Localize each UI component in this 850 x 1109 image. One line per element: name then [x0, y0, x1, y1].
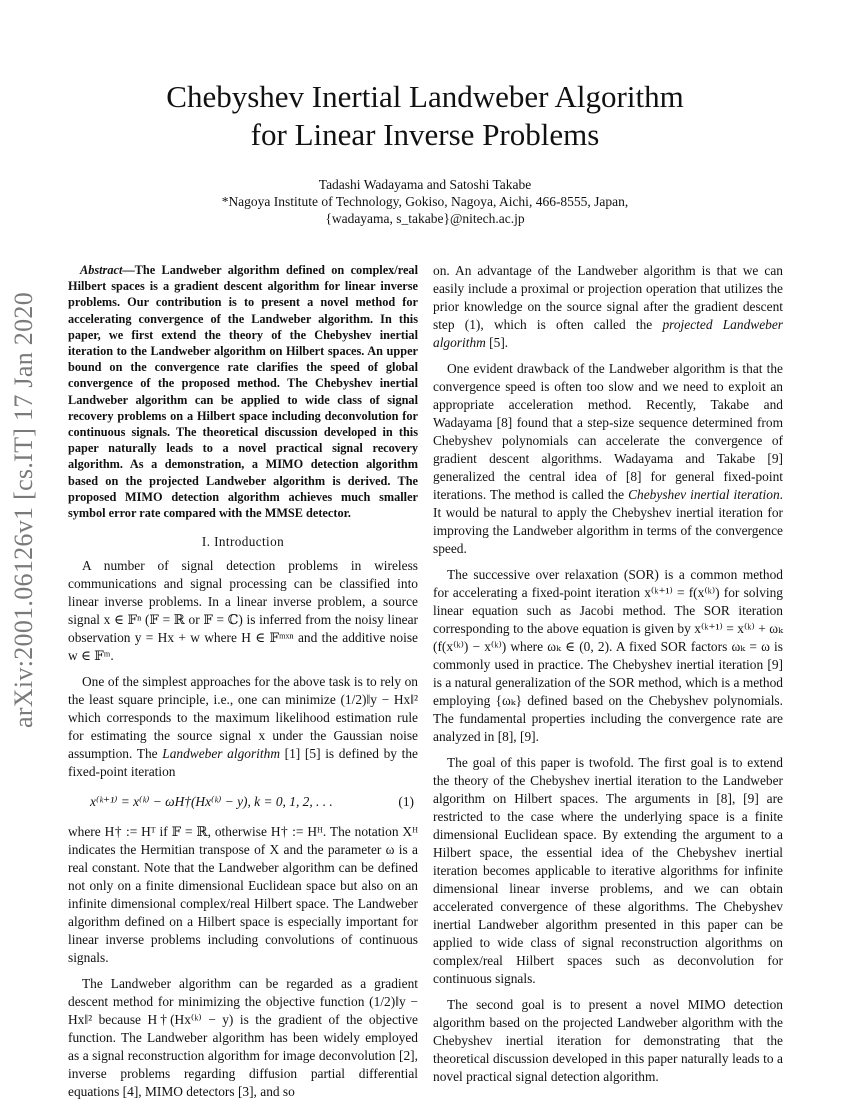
- right-paragraph-4: The goal of this paper is twofold. The first goal is to extend the theory of the Chebyshev inertial iteration to the Landweber algorithm on Hilbert spaces. The arguments in [8], [9] are restricted to the case where the underlying space is a finite dimensional Euclidean space. By extending the argument to a Hilbert space, the essential idea of the Chebyshev inertial iteration becomes applicable to iterative algorithms for infinite dimensional linear inverse problems, and we can obtain accelerated convergence of these algorithms. The Chebyshev inertial Landweber algorithm presented in this paper can be applied to wide class of signal reconstruction algorithms on complex/real Hilbert spaces such as deconvolution for continuous signals.: [433, 755, 783, 986]
- right-paragraph-5: The second goal is to present a novel MIMO detection algorithm based on the projected Landweber algorithm with the Chebyshev inertial iteration for demonstrating that the theoretical discussion developed in this paper naturally leads to a novel practical signal detection algorithm.: [433, 997, 783, 1084]
- section-heading-introduction: I. Introduction: [201, 534, 285, 550]
- right-column: [433, 262, 783, 1094]
- arxiv-sidebar: [4, 292, 44, 728]
- equation-expression: x⁽ᵏ⁺¹⁾ = x⁽ᵏ⁾ − ωH†(Hx⁽ᵏ⁾ − y), k = 0, 1, 2, . . .: [90, 794, 333, 810]
- chebyshev-inertial-term: Chebyshev inertial iteration: [628, 487, 780, 502]
- affiliation-institution: *Nagoya Institute of Technology, Gokiso, Nagoya, Aichi, 466-8555, Japan,: [221, 194, 629, 209]
- equation-1: [68, 789, 418, 815]
- affiliation: [80, 193, 770, 227]
- intro-paragraph-2: One of the simplest approaches for the above task is to rely on the least square principle, i.e., one can minimize (1/2)‖y − Hx‖² which corresponds to the maximum likelihood estimation rule for estimating the source signal x under the Gaussian noise assumption. The Landweber algorithm [1] [5] is defined by the fixed-point iteration: [68, 674, 419, 780]
- author-list: Tadashi Wadayama and Satoshi Takabe: [318, 177, 532, 192]
- left-column: [68, 262, 418, 1109]
- intro-paragraph-1: A number of signal detection problems in wireless communications and signal processing can be classified into linear inverse problems. In a linear inverse problem, a source signal x ∈ 𝔽ⁿ (𝔽 = ℝ or 𝔽 = ℂ) is inferred from the noisy linear observation y = Hx + w where H ∈ 𝔽ᵐˣⁿ and the additive noise w ∈ 𝔽ᵐ.: [68, 558, 418, 664]
- title-line-2: for Linear Inverse Problems: [250, 117, 600, 152]
- abstract: [68, 262, 418, 521]
- arxiv-identifier: arXiv:2001.06126v1 [cs.IT] 17 Jan 2020: [9, 292, 38, 728]
- abstract-label: Abstract: [80, 263, 123, 277]
- right-paragraph-3: The successive over relaxation (SOR) is a common method for accelerating a fixed-point iteration x⁽ᵏ⁺¹⁾ = f(x⁽ᵏ⁾) for solving linear equation such as Jacobi method. The SOR iteration corresponding to the above equation is given by x⁽ᵏ⁺¹⁾ = x⁽ᵏ⁾ + ωₖ (f(x⁽ᵏ⁾) − x⁽ᵏ⁾) where ωₖ ∈ (0, 2). A fixed SOR factors ωₖ = ω is commonly used in practice. The Chebyshev inertial iteration [9] is a natural generalization of the SOR method, which is a method employing {ωₖ} defined based on the Chebyshev polynomials. The fundamental properties including the convergence rate are analyzed in [8], [9].: [433, 567, 783, 744]
- landweber-term: Landweber algorithm: [162, 746, 280, 762]
- right-paragraph-2: One evident drawback of the Landweber algorithm is that the convergence speed is often too slow and we need to exploit an appropriate acceleration method. Recently, Takabe and Wadayama [8] found that a step-size sequence determined from Chebyshev polynomials can accelerate the convergence of gradient descent algorithms. Wadayama and Takabe [9] generalized the central idea of [8] for general fixed-point iterations. The method is called the Chebyshev inertial iteration. It would be natural to apply the Chebyshev inertial iteration for improving the Landweber algorithm in terms of the convergence speed.: [433, 361, 783, 556]
- affiliation-emails: {wadayama, s_takabe}@nitech.ac.jp: [325, 211, 525, 226]
- intro-paragraph-4: The Landweber algorithm can be regarded as a gradient descent method for minimizing the objective function (1/2)‖y − Hx‖² because H†(Hx⁽ᵏ⁾ − y) is the gradient of the objective function. The Landweber algorithm has been widely employed as a signal reconstruction algorithm for image deconvolution [2], inverse problems regarding diffusion partial differential equations [4], MIMO detectors [3], and so: [68, 976, 418, 1100]
- abstract-text: —The Landweber algorithm defined on complex/real Hilbert spaces is a gradient descent algorithm for linear inverse problems. Our contribution is to present a novel method for accelerating convergence of the Landweber algorithm. In this paper, we first extend the theory of the Chebyshev inertial iteration to the Landweber algorithm on Hilbert spaces. An upper bound on the convergence rate clarifies the speed of global convergence of the proposed method. The Chebyshev inertial Landweber algorithm can be applied to wide class of signal recovery problems on a Hilbert space including deconvolution for continuous signals. The theoretical discussion developed in this paper naturally leads to a novel practical signal recovery algorithm. As a demonstration, a MIMO detection algorithm based on the projected Landweber algorithm is derived. The proposed MIMO detection algorithm achieves much smaller symbol error rate compared with the MMSE detector.: [68, 263, 418, 521]
- projected-landweber-term: projected Landweber algorithm: [433, 317, 783, 350]
- intro-paragraph-3: where H† := Hᵀ if 𝔽 = ℝ, otherwise H† := Hᴴ. The notation Xᴴ indicates the Hermitian transpose of X and the parameter ω is a real constant. Note that the Landweber algorithm can be defined not only on a finite dimensional Euclidean space but also on an infinite dimensional complex/real Hilbert space. The Landweber algorithm defined on a Hilbert space is especially important for linear inverse problems including convolutions of continuous signals.: [68, 824, 418, 966]
- paper-title: [80, 78, 770, 154]
- title-line-1: Chebyshev Inertial Landweber Algorithm: [166, 79, 684, 114]
- equation-number: (1): [398, 794, 414, 810]
- right-paragraph-1: on. An advantage of the Landweber algorithm is that we can easily include a proximal or projection operation that utilizes the prior knowledge on the source signal after the gradient descent step (1), which is often called the projected Landweber algorithm [5].: [433, 263, 783, 350]
